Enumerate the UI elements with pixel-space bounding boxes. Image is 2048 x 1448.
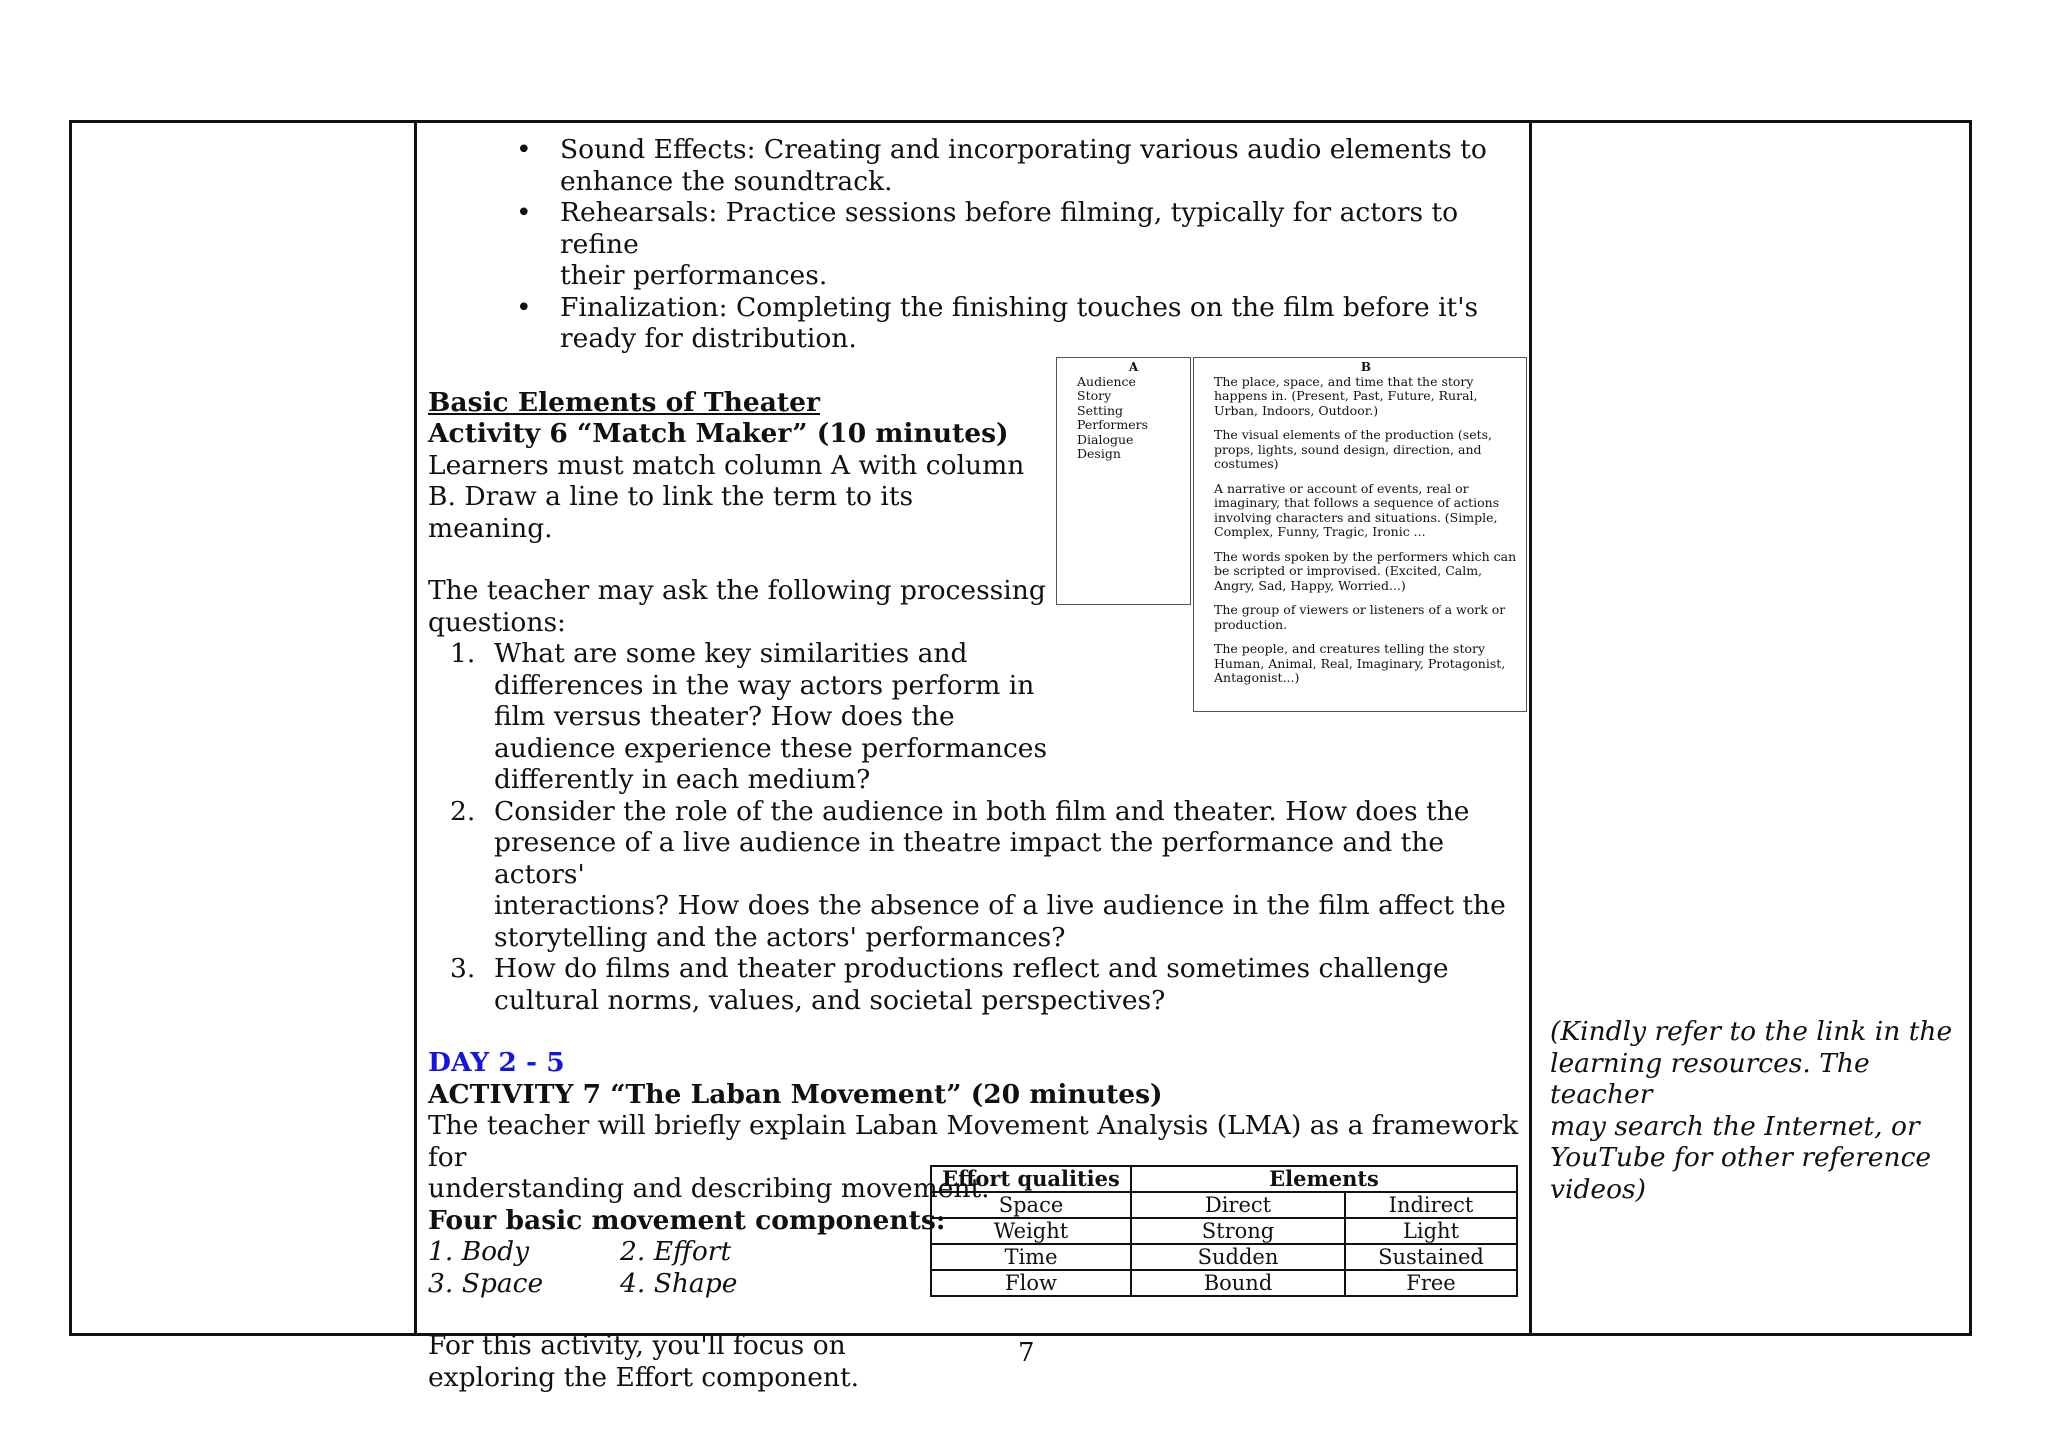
table-cell: Direct	[1131, 1192, 1345, 1218]
column-a-item: Dialogue	[1077, 431, 1134, 447]
column-b-item: The group of viewers or listeners of a work or production.	[1214, 602, 1506, 632]
components-row-1: 1. Body 2. Effort	[428, 1236, 732, 1267]
column-a-box	[1056, 357, 1191, 605]
table-cell: Light	[1345, 1218, 1517, 1244]
question-1: 1. What are some key similarities and differences in the way actors perform in film versus theater? How does the audience experience these performances differently in each medium?	[450, 638, 1048, 795]
column-divider-1	[414, 120, 417, 1336]
column-a-item: Story	[1077, 388, 1112, 403]
column-b-item: The place, space, and time that the story happens in. (Present, Past, Future, Rural, Urban, Indoors, Outdoor.)	[1214, 373, 1478, 418]
column-a-heading: A	[1128, 360, 1139, 374]
day-label: DAY 2 - 5	[428, 1047, 565, 1078]
activity-6-instructions: Learners must match column A with column B. Draw a line to link the term to its meaning.	[428, 449, 1025, 544]
page-number: 7	[1018, 1338, 1035, 1368]
column-a-item: Setting	[1077, 402, 1124, 418]
table-cell: Strong	[1131, 1218, 1345, 1244]
effort-table	[930, 1165, 1518, 1297]
bullet-sound-effects: • Sound Effects: Creating and incorporating various audio elements to enhance the soundtrack.	[560, 134, 1526, 197]
table-cell: Flow	[931, 1270, 1131, 1296]
components-heading: Four basic movement components:	[428, 1204, 946, 1236]
question-3: 3. How do films and theater productions reflect and sometimes challenge cultural norms, values, and societal perspectives?	[450, 953, 1449, 1016]
column-b-item: The visual elements of the production (sets, props, lights, sound design, direction, and costumes)	[1214, 427, 1493, 471]
column-a-item: Performers	[1077, 417, 1148, 432]
column-b-item: A narrative or account of events, real or imaginary, that follows a sequence of actions involving characters and situations. (Simple, Complex, Funny, Tragic, Ironic ...	[1214, 480, 1500, 539]
column-a-item: Design	[1077, 446, 1121, 461]
table-cell: Bound	[1131, 1270, 1345, 1296]
theater-heading: Basic Elements of Theater	[428, 386, 820, 418]
table-cell: Weight	[931, 1218, 1131, 1244]
bullet-list	[428, 134, 1526, 355]
table-row	[931, 1192, 1517, 1218]
table-cell: Free	[1345, 1270, 1517, 1296]
table-cell: Space	[931, 1192, 1131, 1218]
activity-7-description: The teacher will briefly explain Laban Movement Analysis (LMA) as a framework for understanding and describing movement.	[428, 1110, 1519, 1204]
side-note: (Kindly refer to the link in the learning resources. The teacher may search the Internet, or YouTube for other reference videos)	[1550, 1016, 1953, 1205]
table-row	[931, 1218, 1517, 1244]
column-b-box	[1193, 357, 1527, 712]
table-cell: Sudden	[1131, 1244, 1345, 1270]
question-2: 2. Consider the role of the audience in both film and theater. How does the presence of a live audience in theatre impact the performance and the actors' interactions? How does the absence of a live audience in the film affect the storytelling and the actors' performances?	[450, 795, 1506, 953]
effort-qualities-header: Effort qualities	[931, 1166, 1131, 1192]
table-cell: Time	[931, 1244, 1131, 1270]
effort-table-header	[931, 1166, 1517, 1192]
processing-intro: The teacher may ask the following processing questions:	[428, 575, 1046, 638]
components-row-2: 3. Space 4. Shape	[428, 1267, 738, 1299]
elements-header: Elements	[1131, 1166, 1517, 1192]
table-row	[931, 1244, 1517, 1270]
column-divider-2	[1529, 120, 1532, 1336]
column-b-heading: B	[1360, 360, 1372, 374]
effort-focus-text: For this activity, you'll focus on exploring the Effort component.	[428, 1330, 860, 1393]
bullet-finalization: • Finalization: Completing the finishing touches on the film before it's ready for distribution.	[560, 292, 1526, 355]
table-cell: Sustained	[1345, 1244, 1517, 1270]
column-b-item: The words spoken by the performers which can be scripted or improvised. (Excited, Calm, Angry, Sad, Happy, Worried...)	[1214, 548, 1517, 593]
column-a-item: Audience	[1077, 373, 1136, 389]
table-cell: Indirect	[1345, 1192, 1517, 1218]
table-row	[931, 1270, 1517, 1296]
column-b-item: The people, and creatures telling the story Human, Animal, Real, Imaginary, Protagonist, Antagonist...)	[1214, 641, 1506, 685]
activity-6-title: Activity 6 “Match Maker” (10 minutes)	[428, 418, 1009, 449]
bullet-rehearsals: • Rehearsals: Practice sessions before filming, typically for actors to refine their performances.	[560, 197, 1526, 292]
activity-7-title: ACTIVITY 7 “The Laban Movement” (20 minutes)	[428, 1078, 1163, 1110]
